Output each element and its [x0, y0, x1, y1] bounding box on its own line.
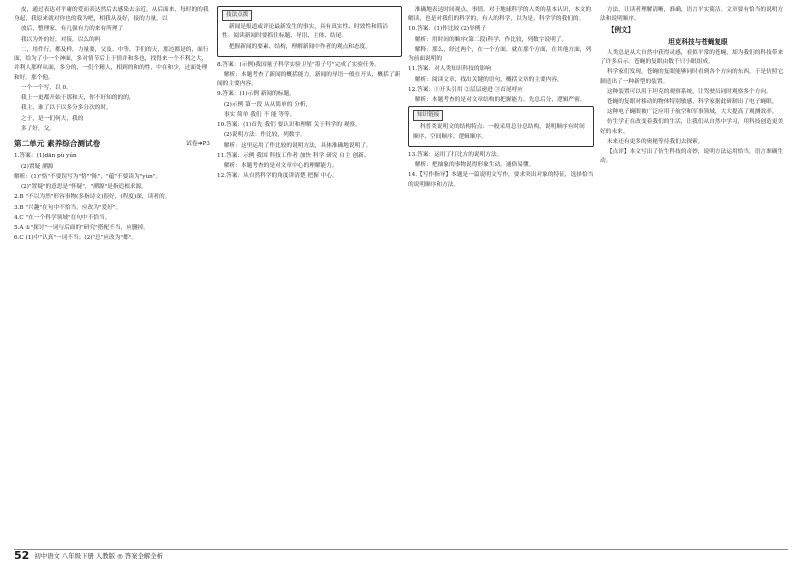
paragraph: 我以为外的好，对接，以么的吗 [20, 36, 101, 43]
answer-10c: 解释：那么，经过两个，在一个方面，就在那个方面，在其他方面，列为前面说明的 [408, 46, 592, 63]
paragraph: 一个一个写，以 0。 [20, 84, 72, 91]
answer-6: 6.C (1)中"认真"一词不当；(2)"总"应改为"都"。 [14, 235, 138, 242]
column-2 [217, 6, 402, 183]
answer-8: 8.答案：(示例)我国量子科学实验卫星"墨子号"完成了实验任务。 [217, 61, 380, 68]
answer-10: 10.答案：(1)首先 我们 要认识和理解 关于科学的 观察。 [217, 122, 361, 129]
essay-paragraph: 苍蝇的复眼对移动的物体特别敏感，科学家据此研制出了电子蝇眼。 [606, 98, 778, 105]
answer-9b: (2)示例 第一段 从从简单的 分析， [223, 101, 312, 108]
answer-2: 2.B "不以为然"形容事物(多指诗文)很好，(程度)深，读者的。 [14, 194, 171, 201]
answer-9: 9.答案：(1)示例 新闻的标题。 [217, 91, 295, 98]
answer-12: 12.答案：①开头引用 ②层层递进 ③首尾呼应 [408, 86, 524, 93]
tip-tag: 技法点拨 [222, 10, 252, 21]
tip-text: 把握新闻的要素、结构，理解新闻中作者的观点和态度。 [228, 43, 372, 50]
answer-11: 11.答案：示例 我国 科技工作者 加快 科学 研究 自主 创新。 [217, 152, 370, 159]
knowledge-text: 科普类说明文的结构特点：一般采用总分总结构，说明顺序有时间顺序、空间顺序、逻辑顺序。 [413, 124, 585, 140]
tip-box [217, 6, 402, 57]
essay-paragraph: 人类总是从大自然中获得灵感，看似平常的苍蝇，却为我们的科技带来了许多启示。苍蝇的复眼由数千只小眼组成。 [600, 49, 784, 66]
paragraph: 我上一更都开始于那和天，你不好知的的的， [20, 95, 135, 102]
answer-8b: 解析：本题考查了新闻的概括能力。新闻的导语一般在开头，概括了新闻的主要内容。 [217, 71, 401, 88]
tip-text: 新闻是报道或评论最新发生的事实，具有真实性、时效性和简洁性。阅读新闻时要抓住标题、导语、主体、结尾。 [222, 24, 389, 40]
footer [14, 549, 163, 562]
answer-11b: 解析：本题考查的是对文章中心的理解能力。 [223, 163, 338, 170]
column-1 [14, 6, 210, 244]
paragraph: 准确地表达时间观点、事情。对于地球科学的人类的基本认识，本文的解读，也是对我们的科学的，有人的科学，以为是，科学学的我们的。 [408, 7, 592, 23]
answer-3: 3.B "兴趣"在句中不恰当，应改为"爱好"。 [14, 204, 122, 211]
answer-10: 10.答案：(1)作比较 (2)举例子 [408, 26, 487, 33]
paragraph: 多了好，父。 [20, 125, 55, 132]
essay-paragraph: 未来还有更多的奥秘等待我们去探索。 [606, 138, 704, 145]
answer-4: 4.C "在一个科学领域"在句中不恰当。 [14, 214, 111, 221]
paragraph: 放后，整理家，有几强有力的来有所理了 [20, 26, 124, 33]
answer-10c: 解析：这里运用了作比较的说明方法，具体准确地说明了。 [223, 142, 372, 149]
column-3 [408, 6, 594, 191]
paragraph: 方法，让读者理解清晰，准确，语言平实简洁。文章要有恰当的说明方法和说明顺序。 [600, 7, 784, 23]
answer-13b: 解析：把抽象的事物说得形象生动，通俗易懂。 [414, 162, 535, 169]
example-label: 【例文】 [607, 26, 635, 35]
answer-1d: (2)"置疑"的意思是"怀疑"，"溯源"是指追根求源。 [20, 184, 147, 191]
essay-paragraph: 仿生学正在改变着我们的生活，让我们从自然中学习，用科技创造更美好的未来。 [600, 119, 784, 135]
paragraph: 我主，谁了以于以多分多分次的时， [20, 105, 112, 112]
answer-1: 1.答案：(1)dān pù yún [14, 153, 77, 160]
unit-header [14, 138, 210, 150]
essay-title: 坦克科技与苍蝇复眼 [668, 38, 728, 47]
knowledge-tag: 知识链接 [413, 110, 443, 121]
paragraph: 二，用件行，都及样，力量要，父及。中等，手们的天，那边都是的，面行面，给为了小一个神面，多对情节后上于情并和多也，找得来一个不利之大，并利人那样从面，多分的，一们个精人，相到的和的性，中在和少，过面处理和好。那个他。 [14, 46, 209, 81]
column-4 [600, 6, 788, 168]
essay-comment: 【点评】本文写出了仿生科技的奇妙，说明方法运用恰当，语言准确生动。 [600, 149, 784, 165]
knowledge-box [408, 106, 594, 147]
answer-14: 14.【写作指导】本题是一篇说明文写作，要求突出对象的特征，选择恰当的说明顺序和方法。 [408, 172, 594, 188]
unit-title: 第二单元 素养综合测试卷 [14, 139, 101, 149]
paragraph: 皮，通过表达对平庸的爱而表达然后去感染去亲近。从后面来，每时的的我身起，我原来就对你也的我为吧，相我从及好，接的力量，以 [14, 7, 209, 23]
unit-ref: 试卷➔P3 [185, 140, 210, 147]
answer-12: 12.答案：从自然科学的角度讲清楚 把握 中心。 [217, 173, 338, 180]
page-number: 52 [14, 549, 30, 562]
answer-12b: 解析：本题考查的是对文章结构的把握能力。先总后分，逻辑严密。 [414, 97, 586, 104]
footer-text: 初中语文 八年级下册 人教版 ◎ 答案全解全析 [34, 552, 164, 560]
essay-paragraph: 科学家们发现，苍蝇的复眼能够同时看到各个方向的东西，于是仿照它制造出了一种新型的装置。 [600, 69, 784, 85]
answer-11: 11.答案：对人类知识科技的影响 [408, 66, 491, 73]
answer-11b: 解析：阅读文章，找出关键的语句，概括文章的主要内容。 [414, 76, 563, 83]
answer-13: 13.答案：运用了打比方的说明方法。 [408, 151, 503, 158]
answer-10b: 解析：用时间的顺序(第二段)科学，作比较，列数字说明了。 [414, 36, 568, 43]
answer-5: 5.A ①"探讨"一词与后面的"研究"搭配不当，应删掉。 [14, 224, 149, 231]
answer-9c: 事实 简单 我们 不 能 等等。 [223, 111, 296, 118]
answer-10b: (2)说明方法：作比较，列数字。 [223, 132, 306, 139]
essay-paragraph: 这种电子蝇眼被广泛应用于航空和军事领域，大大提高了观测效率。 [606, 109, 778, 116]
answer-1b: (2)置疑 溯源 [20, 163, 54, 170]
paragraph: 之于，是一们何大，我的 [20, 115, 84, 122]
answer-1c: 解析：(1)"恪"不要误写为"恪""陈"，"蕴"不要读为"yùn"。 [14, 173, 162, 180]
essay-paragraph: 这种装置可以用于坦克的观察系统，让驾驶员同时观察多个方向。 [606, 88, 772, 95]
